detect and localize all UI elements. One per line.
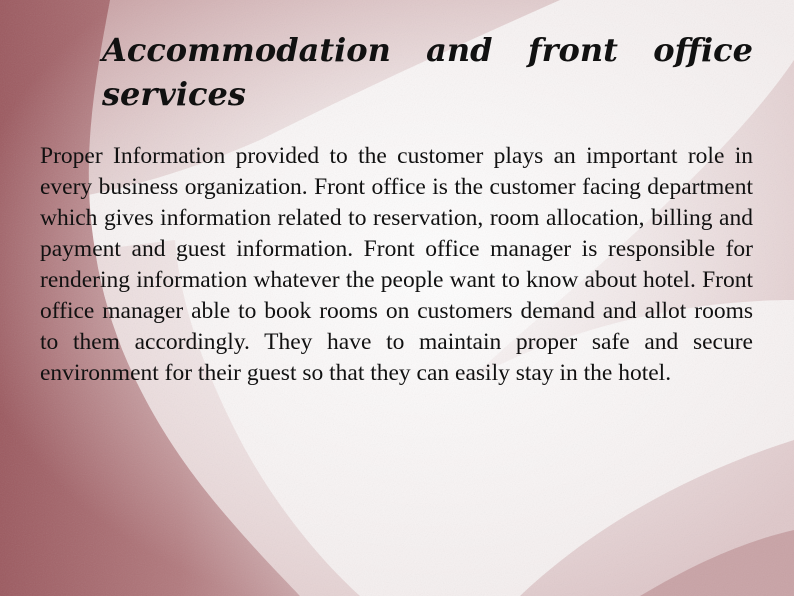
slide-body-text: Proper Information provided to the customer plays an important role in every business organization. Front office is the customer facing department which gives information related to reservation, room allocation, billing and payment and guest information. Front office manager is responsible for rendering information whatever the people want to know about hotel. Front office manager able to book rooms on customers demand and allot rooms to them accordingly. They have to maintain proper safe and secure environment for their guest so that they can easily stay in the hotel. [40,143,753,386]
slide-title: Accommodation and front office services [102,31,753,113]
